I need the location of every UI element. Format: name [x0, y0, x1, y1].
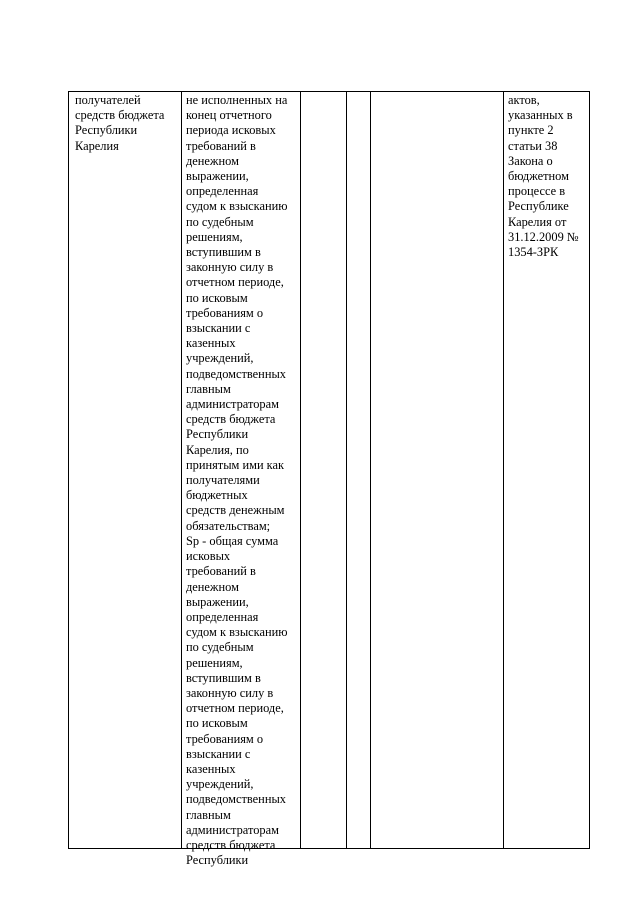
cell-text-line: казенных	[186, 336, 236, 351]
cell-text-line: средств бюджета	[186, 837, 276, 852]
cell-text-line: указанных в	[508, 108, 573, 123]
column-divider	[346, 92, 347, 848]
cell-text-line: решениям,	[186, 655, 243, 670]
cell-text-line: по исковым	[186, 290, 248, 305]
cell-text-line: 31.12.2009 №	[508, 229, 579, 244]
cell-text-line: определенная	[186, 609, 259, 624]
cell-text-line: статьи 38	[508, 138, 558, 153]
cell-text-line: судом к взысканию	[186, 625, 288, 640]
cell-text-line: Республики	[75, 123, 138, 138]
cell-text-line: не исполненных на	[186, 93, 288, 107]
cell-text-line: Республики	[186, 853, 249, 868]
cell-text-line: отчетном периоде,	[186, 275, 284, 290]
cell-text-line: Карелия, по	[186, 442, 249, 457]
cell-text-line: вступившим в	[186, 670, 261, 685]
cell-text-line: средств бюджета	[186, 412, 276, 427]
cell-text-line: законную силу в	[186, 685, 274, 700]
cell-text-line: Карелия	[75, 138, 119, 153]
cell-text-line: средств бюджета	[75, 108, 165, 123]
cell-text-line: администраторам	[186, 822, 279, 837]
cell-text-line: Республике	[508, 199, 569, 214]
cell-text-line: обязательствам;	[186, 518, 271, 533]
cell-text-line: пункте 2	[508, 123, 554, 138]
cell-text-line: подведомственных	[186, 366, 286, 381]
cell-text-line: требований в	[186, 564, 256, 579]
cell-text-line: главным	[186, 381, 231, 396]
cell-text-line: по исковым	[186, 716, 248, 731]
cell-text-line: определенная	[186, 184, 259, 199]
cell-text-line: решениям,	[186, 229, 243, 244]
cell-text-line: судом к взысканию	[186, 199, 288, 214]
column-divider	[181, 92, 182, 848]
cell-text-line: администраторам	[186, 397, 279, 412]
column-divider	[300, 92, 301, 848]
cell-text-line: конец отчетного	[186, 108, 272, 123]
cell-text-line: главным	[186, 807, 231, 822]
cell-text-line: казенных	[186, 761, 236, 776]
cell-text-line: исковых	[186, 549, 231, 564]
cell-formula-description-text	[186, 93, 288, 868]
cell-text-line: Sp - общая сумма	[186, 533, 279, 548]
cell-text-line: бюджетных	[186, 488, 248, 503]
cell-text-line: актов,	[508, 93, 540, 107]
cell-text-line: Карелия от	[508, 214, 567, 229]
cell-text-line: бюджетном	[508, 169, 569, 184]
cell-text-line: требованиям о	[186, 731, 264, 746]
cell-text-line: по судебным	[186, 214, 254, 229]
cell-text-line: вступившим в	[186, 245, 261, 260]
cell-text-line: принятым ими как	[186, 457, 285, 472]
cell-text-line: денежном	[186, 579, 239, 594]
cell-text-line: получателей	[75, 93, 141, 107]
cell-text-line: учреждений,	[186, 351, 254, 366]
cell-text-line: процессе в	[508, 184, 566, 199]
column-divider	[370, 92, 371, 848]
cell-legal-reference-text	[508, 93, 579, 260]
cell-text-line: периода исковых	[186, 123, 276, 138]
cell-text-line: средств денежным	[186, 503, 285, 518]
cell-text-line: подведомственных	[186, 792, 286, 807]
cell-text-line: получателями	[186, 473, 260, 488]
cell-text-line: отчетном периоде,	[186, 701, 284, 716]
cell-text-line: взыскании с	[186, 746, 251, 761]
cell-text-line: 1354-ЗРК	[508, 245, 559, 260]
cell-recipient-text	[75, 93, 164, 154]
column-divider	[503, 92, 504, 848]
cell-text-line: по судебным	[186, 640, 254, 655]
cell-text-line: учреждений,	[186, 777, 254, 792]
cell-text-line: выражении,	[186, 594, 249, 609]
cell-text-line: Республики	[186, 427, 249, 442]
cell-text-line: законную силу в	[186, 260, 274, 275]
cell-text-line: выражении,	[186, 169, 249, 184]
cell-text-line: Закона о	[508, 153, 553, 168]
document-table	[68, 91, 590, 868]
cell-text-line: денежном	[186, 153, 239, 168]
cell-text-line: взыскании с	[186, 321, 251, 336]
cell-text-line: требований в	[186, 138, 256, 153]
cell-text-line: требованиям о	[186, 305, 264, 320]
